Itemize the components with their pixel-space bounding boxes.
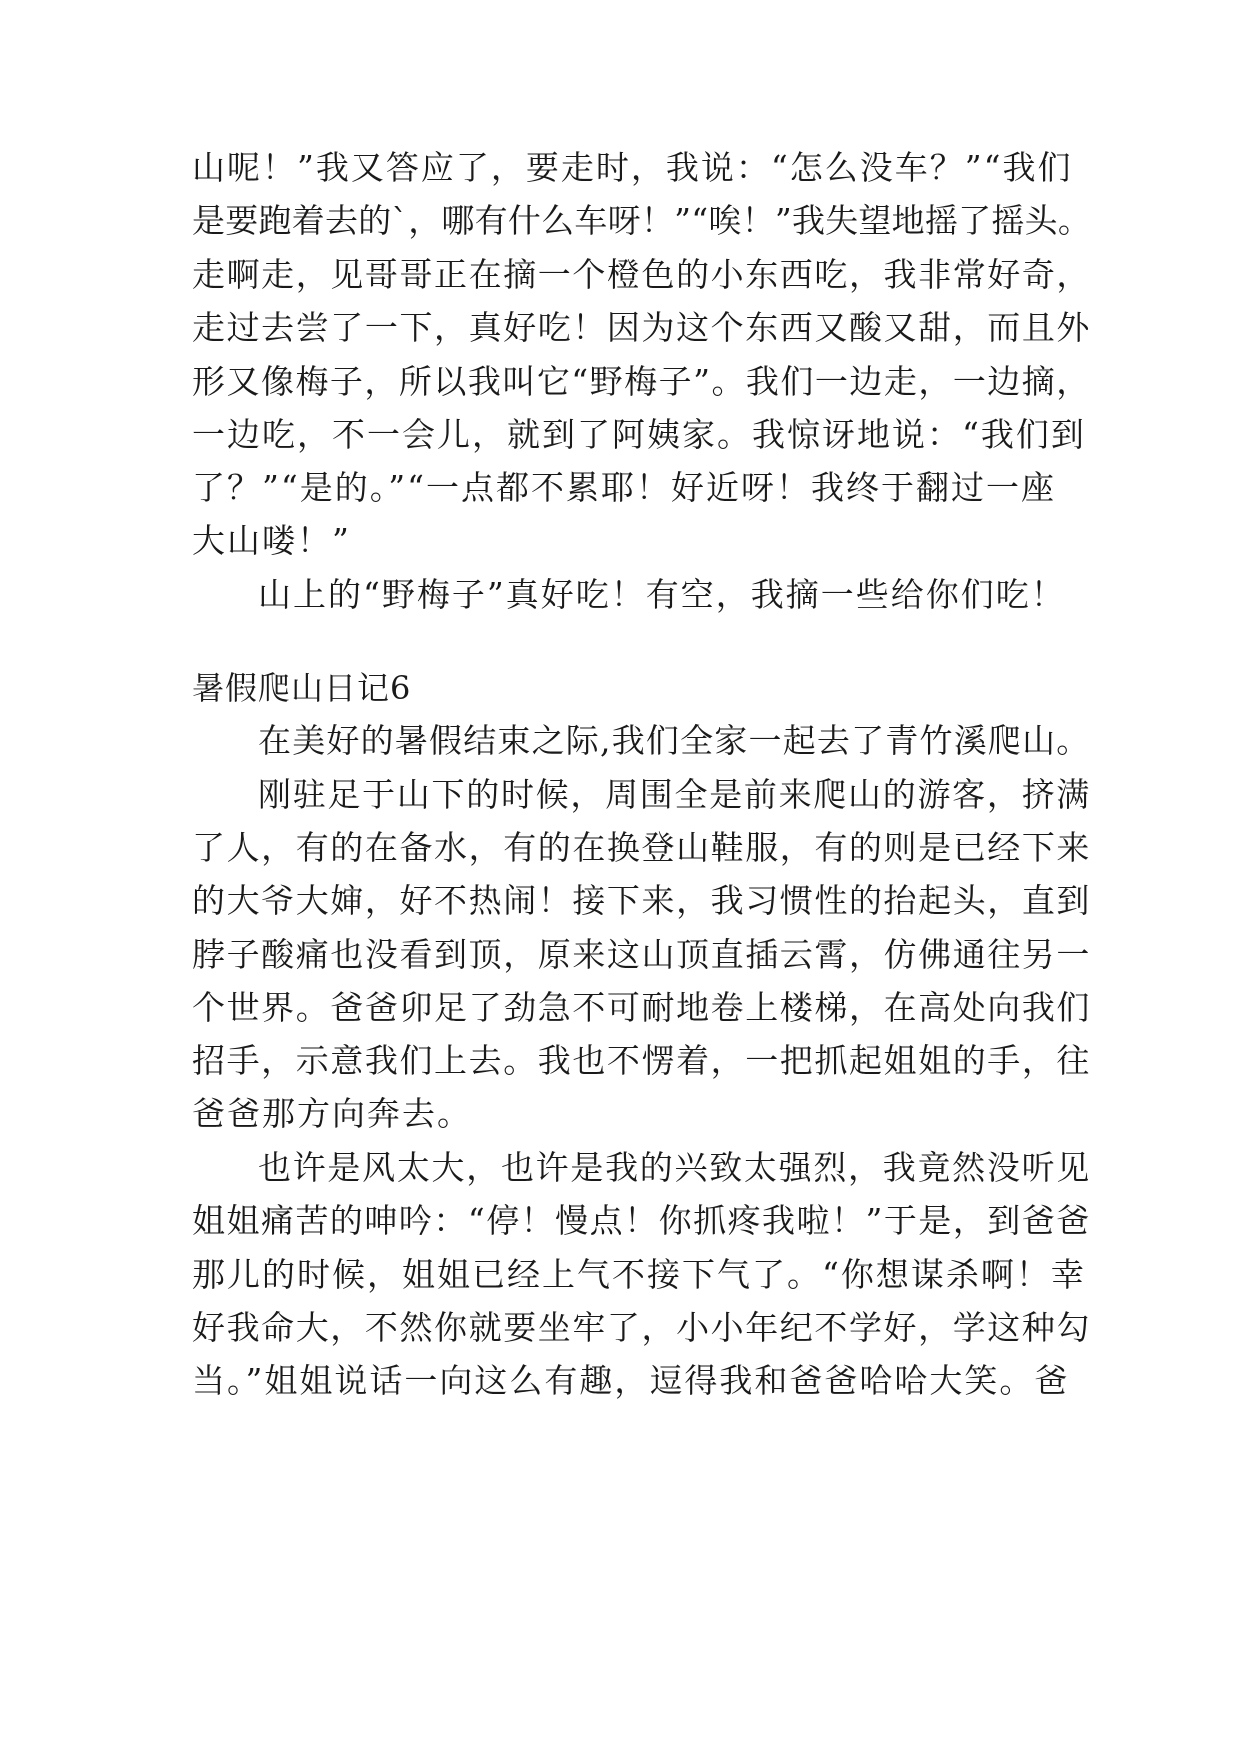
text-line: 刚驻足于山下的时候，周围全是前来爬山的游客，挤满 xyxy=(258,775,1091,814)
text-line: 大山喽！” xyxy=(192,521,351,560)
text-line: 个世界。爸爸卯足了劲急不可耐地卷上楼梯，在高处向我们 xyxy=(192,988,1091,1027)
text-line: 走啊走，见哥哥正在摘一个橙色的小东西吃，我非常好奇， xyxy=(192,255,1091,294)
text-line: 山呢！”我又答应了，要走时，我说：“怎么没车？”“我们 xyxy=(192,148,1073,187)
text-line: 好我命大，不然你就要坐牢了，小小年纪不学好，学这种勾 xyxy=(192,1308,1091,1347)
text-line: 脖子酸痛也没看到顶，原来这山顶直插云霄，仿佛通往另一 xyxy=(192,935,1091,974)
text-line: 一边吃，不一会儿，就到了阿姨家。我惊讶地说：“我们到 xyxy=(192,415,1086,454)
text-line: 的大爷大婶，好不热闹！接下来，我习惯性的抬起头，直到 xyxy=(192,881,1091,920)
text-line: 招手，示意我们上去。我也不愣着，一把抓起姐姐的手，往 xyxy=(192,1041,1091,1080)
text-line: 走过去尝了一下，真好吃！因为这个东西又酸又甜，而且外 xyxy=(192,308,1091,347)
text-line: 了人，有的在备水，有的在换登山鞋服，有的则是已经下来 xyxy=(192,828,1091,867)
text-line: 是要跑着去的`，哪有什么车呀！”“唉！”我失望地摇了摇头。 xyxy=(192,201,1092,240)
text-line: 当。”姐姐说话一向这么有趣，逗得我和爸爸哈哈大笑。爸 xyxy=(192,1361,1070,1400)
text-line: 爸爸那方向奔去。 xyxy=(192,1094,472,1133)
text-line: 姐姐痛苦的呻吟：“停！慢点！你抓疼我啦！”于是，到爸爸 xyxy=(192,1201,1091,1240)
text-line: 了？”“是的。”“一点都不累耶！好近呀！我终于翻过一座 xyxy=(192,468,1056,507)
text-line: 也许是风太大，也许是我的兴致太强烈，我竟然没听见 xyxy=(258,1148,1091,1187)
text-line: 在美好的暑假结束之际,我们全家一起去了青竹溪爬山。 xyxy=(258,721,1091,760)
text-line: 那儿的时候，姐姐已经上气不接下气了。“你想谋杀啊！幸 xyxy=(192,1255,1086,1294)
section-title: 暑假爬山日记6 xyxy=(192,669,412,707)
text-line: 山上的“野梅子”真好吃！有空，我摘一些给你们吃！ xyxy=(258,575,1066,614)
text-line: 形又像梅子，所以我叫它“野梅子”。我们一边走，一边摘， xyxy=(192,362,1091,401)
